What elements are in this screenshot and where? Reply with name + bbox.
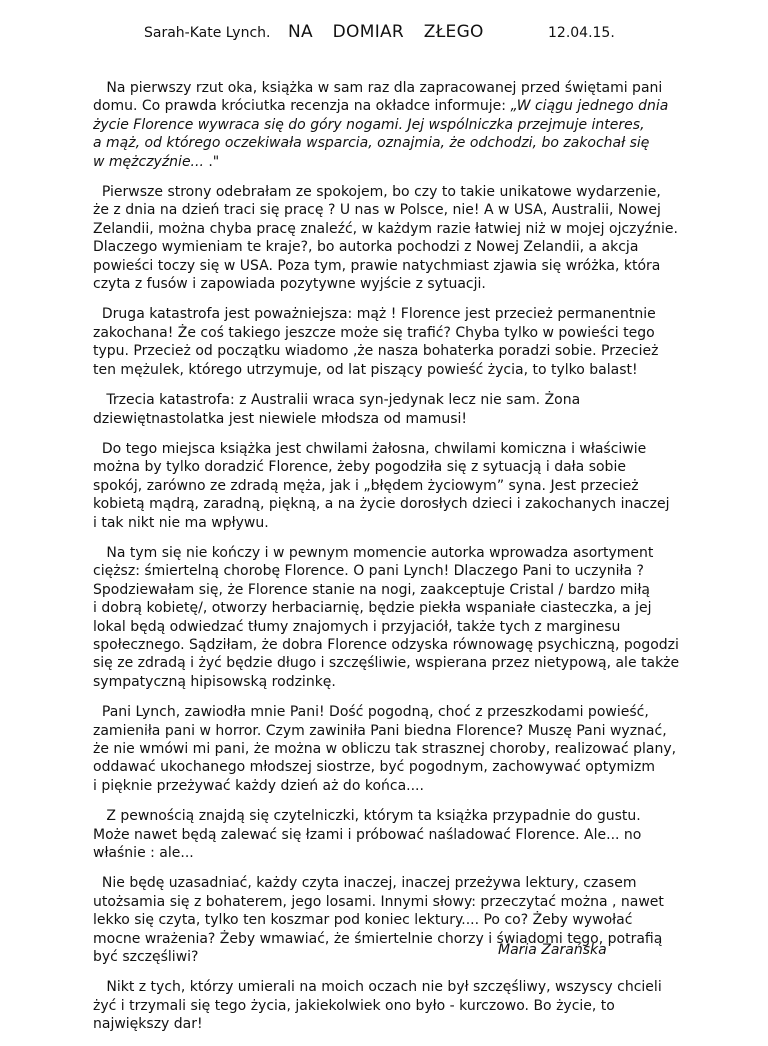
review-paragraph	[93, 440, 693, 532]
review-date: 12.04.15.	[548, 25, 615, 41]
paragraph-line: utożsamia się z bohaterem, jego losami. Innymi słowy: przeczytać można , nawet	[93, 893, 664, 910]
paragraph-line: się ze zdradą i żyć będzie długo i szczęśliwie, wspierana przez nietypową, ale także	[93, 655, 680, 672]
review-paragraph	[93, 807, 693, 862]
paragraph-line: że nie wmówi mi pani, że można w obliczu tak strasznej choroby, realizować plany,	[93, 741, 677, 757]
paragraph-line: domu. Co prawda króciutka recenzja na okładce informuje: „W ciągu jednego dnia	[93, 98, 669, 115]
paragraph-line: Trzecia katastrofa: z Australii wraca syn-jedynak lecz nie sam. Żona	[93, 392, 581, 409]
paragraph-line: w mężczyźnie... ."	[93, 153, 220, 170]
paragraph-line: mocne wrażenia? Żeby wmawiać, że śmiertelnie chorzy i świadomi tego, potrafią	[93, 930, 663, 947]
paragraph-line: Nie będę uzasadniać, każdy czyta inaczej, inaczej przeżywa lektury, czasem	[93, 875, 637, 892]
book-title: NA DOMIAR ZŁEGO	[288, 22, 484, 42]
paragraph-line: a mąż, od którego oczekiwała wsparcia, oznajmia, że odchodzi, bo zakochał się	[93, 135, 650, 152]
review-paragraph	[93, 544, 693, 691]
paragraph-line: powieści toczy się w USA. Poza tym, prawie natychmiast zjawia się wróżka, która	[93, 257, 661, 274]
paragraph-line: Na pierwszy rzut oka, książka w sam raz dla zapracowanej przed świętami pani	[93, 80, 663, 96]
review-paragraph	[93, 305, 693, 379]
paragraph-line: typu. Przecież od początku wiadomo ‚że nasza bohaterka poradzi sobie. Przecież	[93, 343, 659, 360]
paragraph-line: Do tego miejsca książka jest chwilami żałosna, chwilami komiczna i właściwie	[93, 440, 647, 457]
paragraph-line: spokój, zarówno ze zdradą męża, jak i „błędem życiowym” syna. Jest przecież	[93, 477, 639, 494]
paragraph-line: i pięknie przeżywać każdy dzień aż do końca....	[93, 777, 424, 794]
review-paragraph	[93, 183, 693, 293]
reviewer-signature: Maria Zarańska	[498, 942, 607, 958]
paragraph-line: Na tym się nie kończy i w pewnym momencie autorka wprowadza asortyment	[93, 544, 654, 561]
paragraph-line: Z pewnością znajdą się czytelniczki, którym ta książka przypadnie do gustu.	[93, 808, 641, 825]
paragraph-line: żyć i trzymali się tego życia, jakiekolwiek ono było - kurczowo. Bo życie, to	[93, 997, 615, 1014]
paragraph-line: kobietą mądrą, zaradną, piękną, a na życie dorosłych dzieci i zakochanych inaczej	[93, 496, 670, 513]
review-paragraph	[93, 391, 693, 428]
paragraph-line: zakochana! Że coś takiego jeszcze może się trafić? Chyba tylko w powieści tego	[93, 324, 655, 341]
paragraph-line: oddawać ukochanego młodszej siostrze, być pogodnym, zachowywać optymizm	[93, 759, 656, 776]
document-header	[0, 22, 768, 46]
paragraph-line: Spodziewałam się, że Florence stanie na nogi, zaakceptuje Cristal / bardzo miłą	[93, 581, 650, 598]
paragraph-line: cięższ: śmiertelną chorobę Florence. O pani Lynch! Dlaczego Pani to uczyniła ?	[93, 563, 644, 580]
paragraph-line: życie Florence wywraca się do góry nogami. Jej wspólniczka przejmuje interes,	[93, 116, 645, 133]
paragraph-line: i dobrą kobietę/, otworzy herbaciarnię, będzie piekła wspaniałe ciasteczka, a jej	[93, 600, 652, 617]
paragraph-line: Zelandii, można chyba pracę znaleźć, w każdym razie łatwiej niż w mojej ojczyźnie.	[93, 220, 678, 237]
paragraph-line: Może nawet będą zalewać się łzami i próbować naśladować Florence. Ale... no	[93, 826, 642, 843]
paragraph-line: społecznego. Sądziłam, że dobra Florence odzyska równowagę psychiczną, pogodzi	[93, 636, 679, 653]
paragraph-line: zamieniła pani w horror. Czym zawiniła Pani biedna Florence? Muszę Pani wyznać,	[93, 722, 667, 739]
paragraph-line: Pierwsze strony odebrałam ze spokojem, bo czy to takie unikatowe wydarzenie,	[93, 184, 661, 201]
paragraph-line: Nikt z tych, którzy umierali na moich oczach nie był szczęśliwy, wszyscy chcieli	[93, 979, 662, 996]
book-author: Sarah-Kate Lynch.	[144, 25, 271, 41]
paragraph-line: właśnie : ale...	[93, 845, 194, 862]
paragraph-line: można by tylko doradzić Florence, żeby pogodziła się z sytuacją i dała sobie	[93, 459, 626, 476]
paragraph-line: dziewiętnastolatka jest niewiele młodsza od mamusi!	[93, 410, 468, 427]
paragraph-line: lekko się czyta, tylko ten koszmar pod koniec lektury.... Po co? Żeby wywołać	[93, 912, 633, 929]
paragraph-line: że z dnia na dzień traci się pracę ? U nas w Polsce, nie! A w USA, Australii, Nowej	[93, 202, 661, 219]
review-body	[93, 79, 693, 1046]
review-paragraph	[93, 978, 693, 1033]
paragraph-line: Pani Lynch, zawiodła mnie Pani! Dość pogodną, choć z przeszkodami powieść,	[93, 704, 649, 721]
paragraph-line: lokal będą odwiedzać tłumy znajomych i przyjaciół, także tych z marginesu	[93, 618, 621, 635]
paragraph-line: i tak nikt nie ma wpływu.	[93, 514, 269, 531]
paragraph-line: największy dar!	[93, 1016, 203, 1033]
paragraph-line: ten mężulek, którego utrzymuje, od lat piszący powieść życia, to tylko balast!	[93, 361, 638, 378]
paragraph-line: sympatyczną hipisowską rodzinkę.	[93, 673, 336, 690]
paragraph-line: Dlaczego wymieniam te kraje?, bo autorka pochodzi z Nowej Zelandii, a akcja	[93, 239, 639, 256]
paragraph-line: Druga katastrofa jest poważniejsza: mąż ! Florence jest przecież permanentnie	[93, 306, 656, 323]
review-paragraph	[93, 703, 693, 795]
paragraph-line: czyta z fusów i zapowiada pozytywne wyjście z sytuacji.	[93, 276, 486, 293]
review-paragraph	[93, 79, 693, 171]
paragraph-line: być szczęśliwi?	[93, 949, 199, 966]
